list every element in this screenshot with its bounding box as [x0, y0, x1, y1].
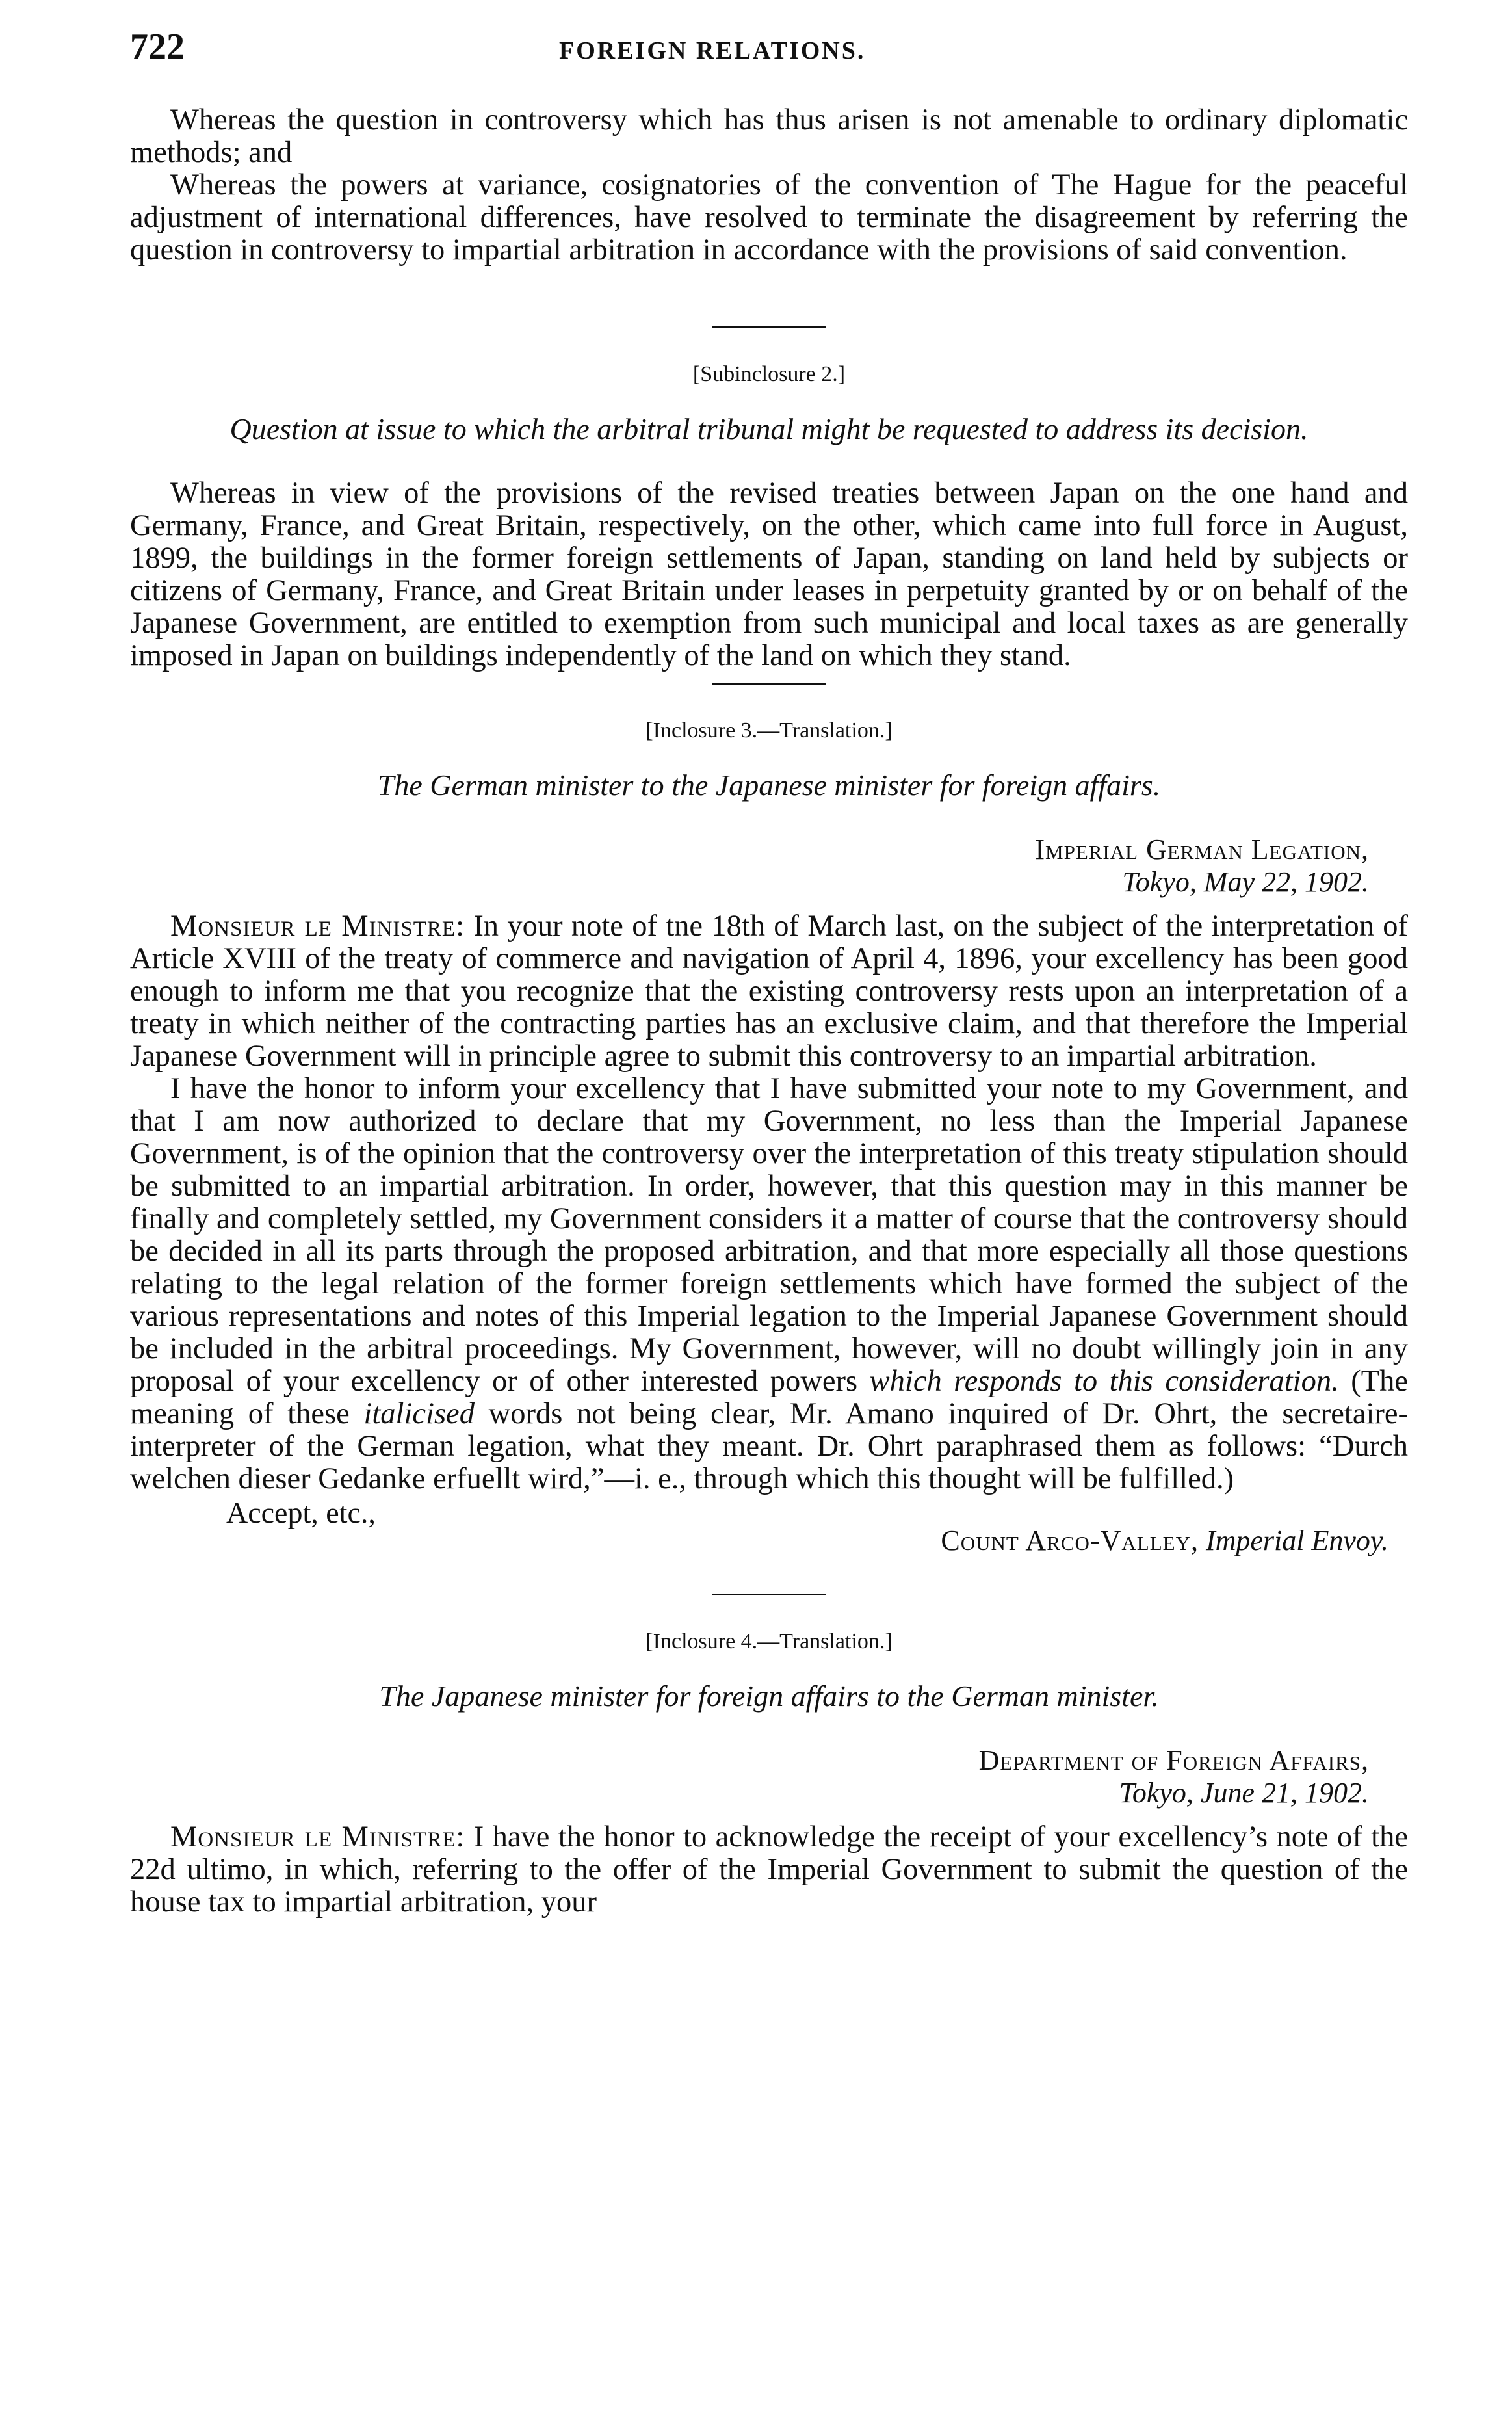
letter-paragraph-2-text-c: words not being clear, Mr. Amano inquired of Dr. Ohrt, the secretaire-interpreter of the German legation, what they meant. Dr. Ohrt paraphrased them as follows: “Durch welchen dieser Gedanke erfuellt wird,”—i. e., through which this thought will be fulfilled.) — [130, 1397, 1408, 1495]
letter-paragraph-1 — [130, 910, 1408, 1073]
letter-paragraph-1 — [130, 1821, 1408, 1919]
whereas-paragraph-2: Whereas the powers at variance, cosignatories of the convention of The Hague for the peaceful adjustment of international differences, have resolved to terminate the disagreement by referring the question in controversy to impartial arbitration in accordance with the provisions of said convention. — [130, 168, 1408, 267]
inclosure-4-address — [130, 1744, 1369, 1809]
place-date: Tokyo, June 21, 1902. — [1119, 1777, 1369, 1809]
signature — [941, 1524, 1388, 1557]
subinclosure-2-paragraph: Whereas in view of the provisions of the revised treaties between Japan on the one hand and Germany, France, and Great Britain, respectively, on the other, which came into full force in August, 1899, the buildings in the former foreign settlements of Japan, standing on land held by subjects or citizens of Germany, France, and Great Britain under leases in perpetuity granted by or on behalf of the Japanese Government, are entitled to exemption from such municipal and local taxes as are generally imposed in Japan on buildings independently of the land on which they stand. — [130, 477, 1408, 672]
place-date: Tokyo, May 22, 1902. — [1122, 866, 1369, 898]
page-header — [130, 26, 1408, 78]
letter-paragraph-1-text: I have the honor to acknowledge the receipt of your excellency’s note of the 22d ultimo, in which, referring to the offer of the Imperial Government to submit the question of the house tax to impartial arbitration, your — [130, 1820, 1409, 1919]
inclosure-3-caption: The German minister to the Japanese minister for foreign affairs. — [377, 768, 1161, 802]
letter-closing — [130, 1495, 1408, 1557]
salutation: Monsieur le Ministre: — [170, 1820, 465, 1854]
inclosure-3-label: [Inclosure 3.—Translation.] — [645, 718, 893, 742]
salutation: Monsieur le Ministre: — [170, 910, 465, 943]
section-divider — [712, 1594, 826, 1595]
letter-paragraph-2-text-a: I have the honor to inform your excellency that I have submitted your note to my Government, and that I am now authorized to declare that my Government, no less than the Imperial Japanese Government, is of the opinion that the controversy over the interpretation of this treaty stipulation should be submitted to an impartial arbitration. In order, however, that this question may in this manner be finally and completely settled, my Government considers it a matter of course that the controversy should be decided in all its parts through the proposed arbitration, and that more especially all those questions relating to the legal relation of the former foreign settlements which have formed the subject of the various representations and notes of this Imperial legation to the Imperial Japanese Government should be included in the arbitral proceedings. My Government, however, will no doubt willingly join in any proposal of your excellency or of other interested powers — [130, 1072, 1408, 1398]
inclosure-4-caption: The Japanese minister for foreign affairs to the German minister. — [379, 1679, 1159, 1713]
running-title: FOREIGN RELATIONS. — [559, 37, 866, 64]
subinclosure-2-label: [Subinclosure 2.] — [692, 362, 846, 386]
italic-word: italicised — [363, 1397, 475, 1430]
signature-name: Count Arco-Valley, — [941, 1525, 1199, 1556]
section-divider — [712, 683, 826, 685]
subinclosure-2-caption: Question at issue to which the arbitral tribunal might be requested to address its decision. — [229, 412, 1309, 445]
sender-office: Imperial German Legation, — [1035, 834, 1369, 865]
letter-paragraph-2-text-b: (The meaning of these — [130, 1365, 1409, 1430]
signature-title: Imperial Envoy. — [1205, 1525, 1388, 1556]
letter-paragraph-2 — [130, 1073, 1408, 1495]
section-divider — [712, 326, 826, 328]
closing-phrase: Accept, etc., — [226, 1496, 376, 1529]
page-number: 722 — [130, 27, 185, 67]
inclosure-3-address — [130, 834, 1369, 899]
inclosure-4-label: [Inclosure 4.—Translation.] — [645, 1629, 893, 1653]
whereas-paragraph-1: Whereas the question in controversy which has thus arisen is not amenable to ordinary diplomatic methods; and — [130, 103, 1408, 169]
sender-office: Department of Foreign Affairs, — [978, 1744, 1369, 1776]
italic-phrase: which responds to this consideration. — [869, 1365, 1339, 1398]
letter-paragraph-1-text: In your note of tne 18th of March last, on the subject of the interpretation of Article XVIII of the treaty of commerce and navigation of April 4, 1896, your excellency has been good enough to inform me that you recognize that the existing controversy rests upon an interpretation of a treaty in which neither of the contracting parties has an exclusive claim, and that therefore the Imperial Japanese Government will in principle agree to submit this controversy to an impartial arbitration. — [130, 910, 1409, 1073]
